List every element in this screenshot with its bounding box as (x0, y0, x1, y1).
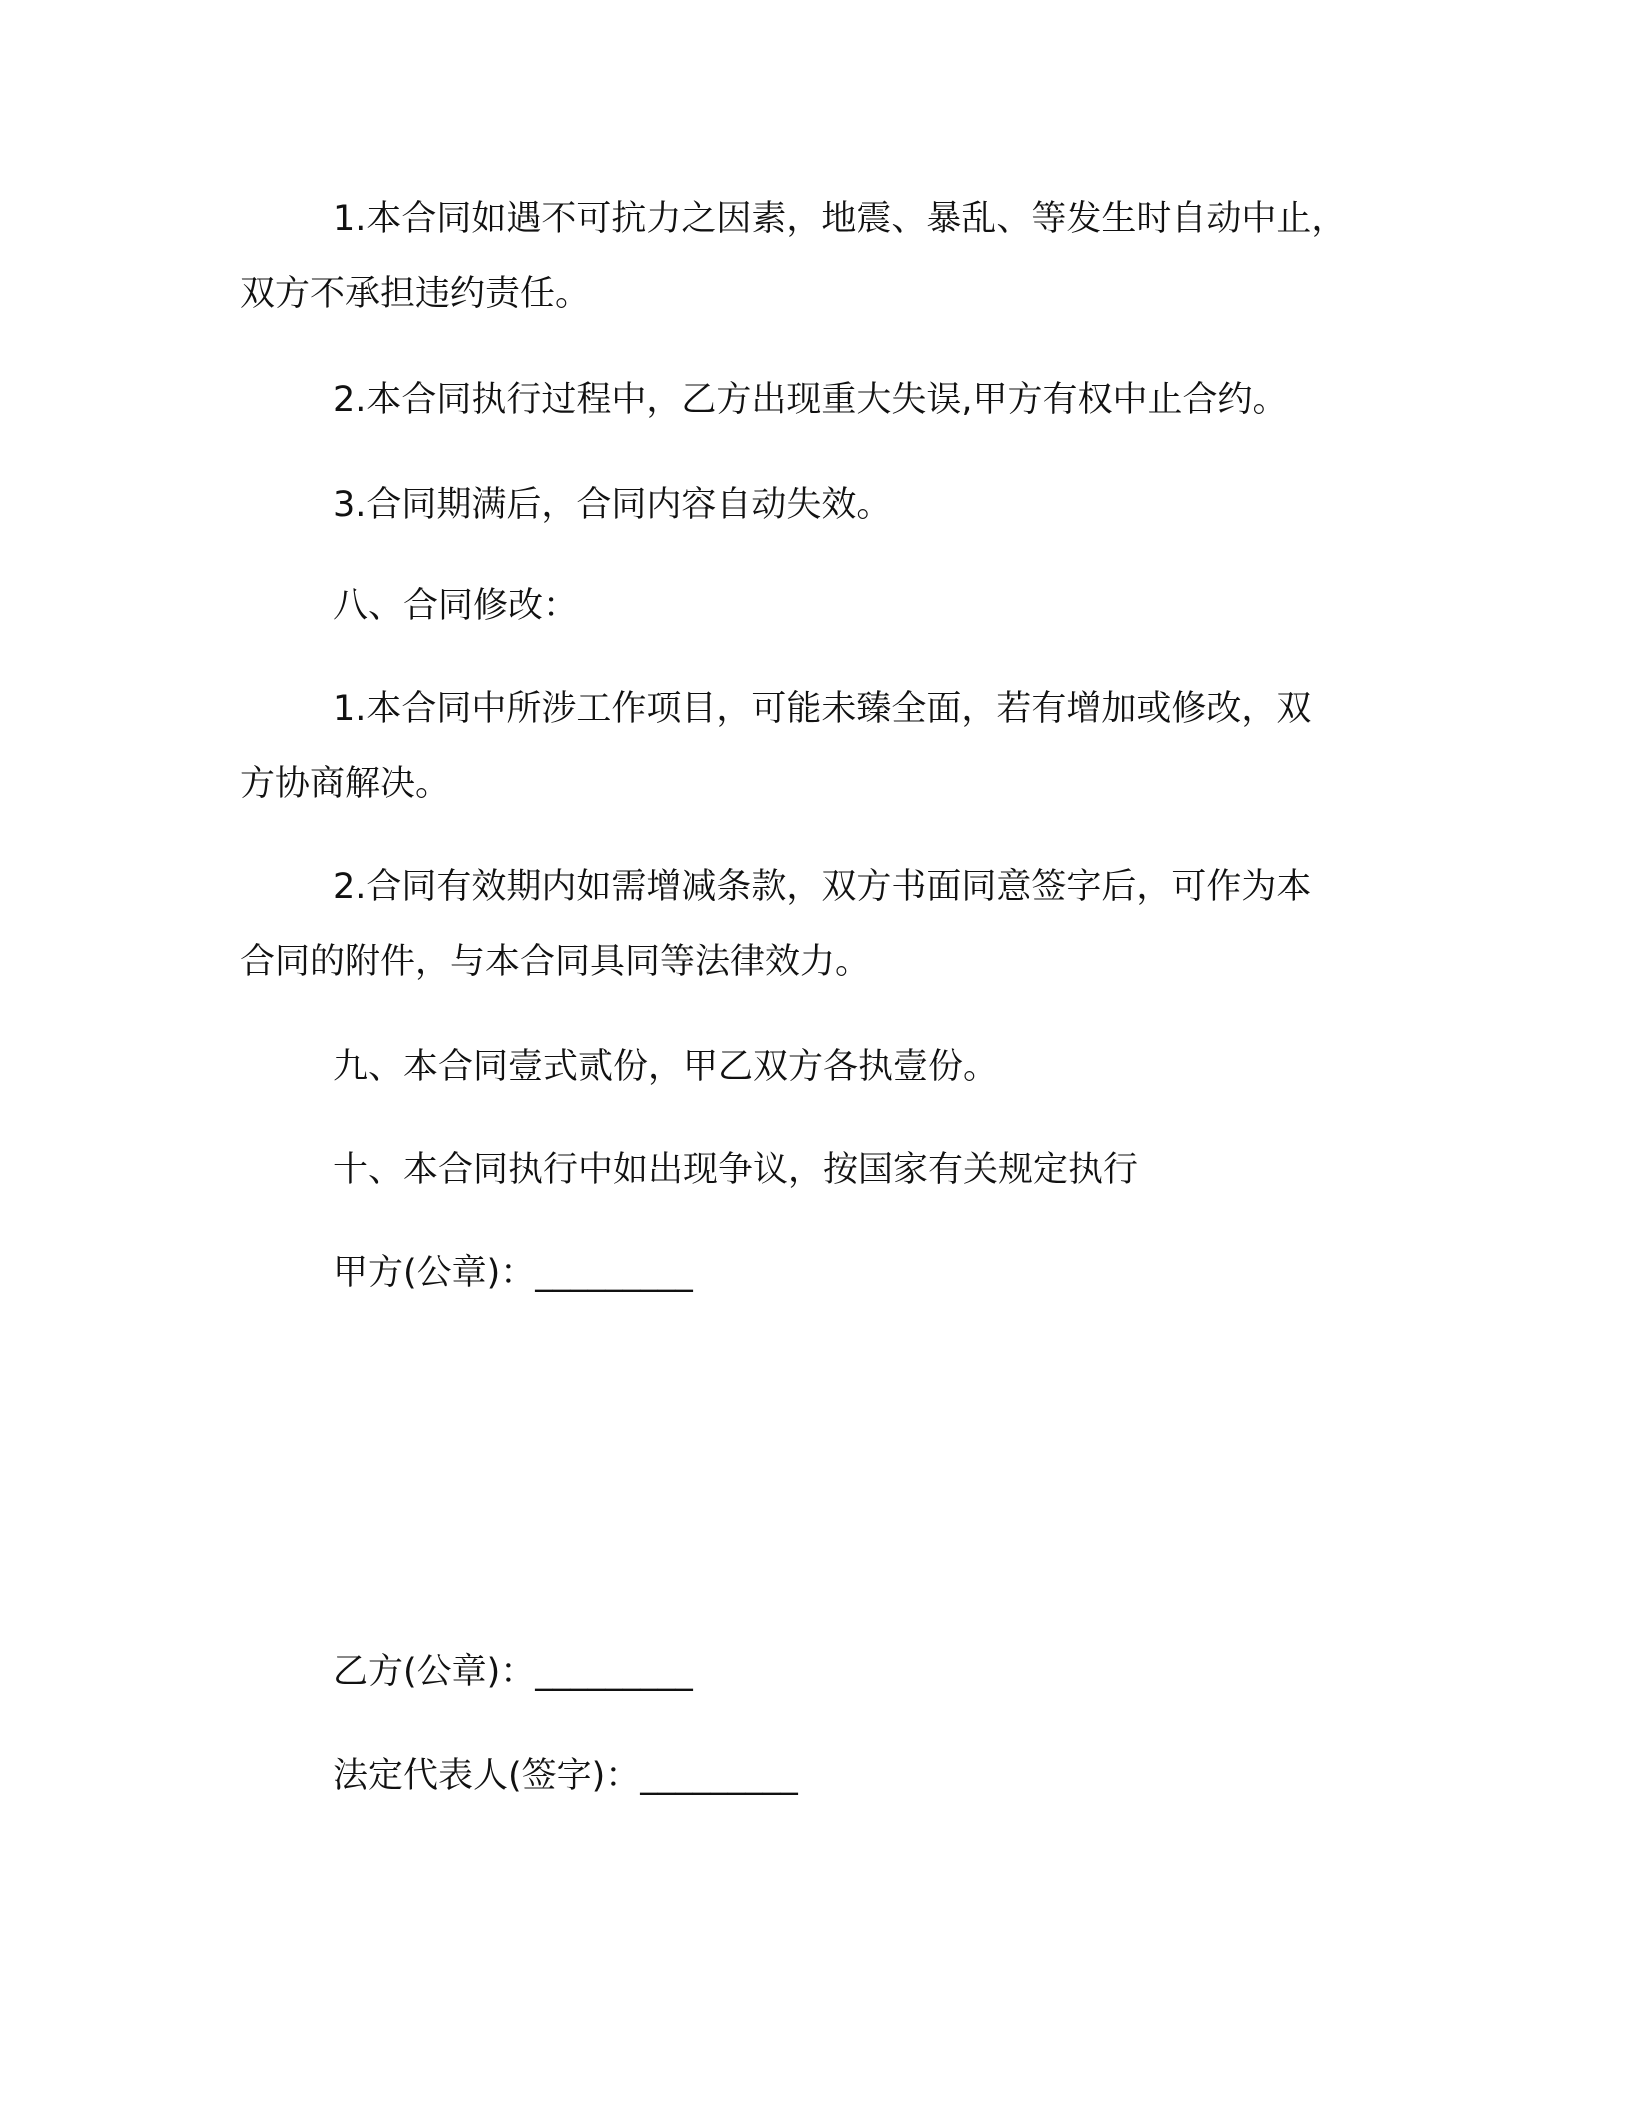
clause-8-heading: 八、合同修改： (333, 586, 579, 626)
clause-7-item-1-line-1: 1.本合同如遇不可抗力之因素，地震、暴乱、等发生时自动中止， (333, 199, 1347, 239)
clause-7-item-1-line-2: 双方不承担违约责任。 (240, 274, 591, 314)
clause-9: 九、本合同壹式贰份，甲乙双方各执壹份。 (333, 1047, 999, 1087)
signature-legal-rep: 法定代表人(签字)：_________ (333, 1756, 798, 1796)
clause-10: 十、本合同执行中如出现争议，按国家有关规定执行 (333, 1150, 1139, 1190)
clause-8-item-1-line-2: 方协商解决。 (240, 764, 451, 804)
signature-party-b: 乙方(公章)：_________ (333, 1652, 693, 1692)
signature-party-a: 甲方(公章)：_________ (333, 1253, 693, 1293)
clause-8-item-2-line-2: 合同的附件，与本合同具同等法律效力。 (240, 942, 871, 982)
clause-8-item-1-line-1: 1.本合同中所涉工作项目，可能未臻全面，若有增加或修改，双 (333, 689, 1312, 729)
clause-7-item-2: 2.本合同执行过程中，乙方出现重大失误,甲方有权中止合约。 (333, 380, 1288, 420)
clause-7-item-3: 3.合同期满后，合同内容自动失效。 (333, 485, 892, 525)
clause-8-item-2-line-1: 2.合同有效期内如需增减条款，双方书面同意签字后，可作为本 (333, 867, 1312, 907)
